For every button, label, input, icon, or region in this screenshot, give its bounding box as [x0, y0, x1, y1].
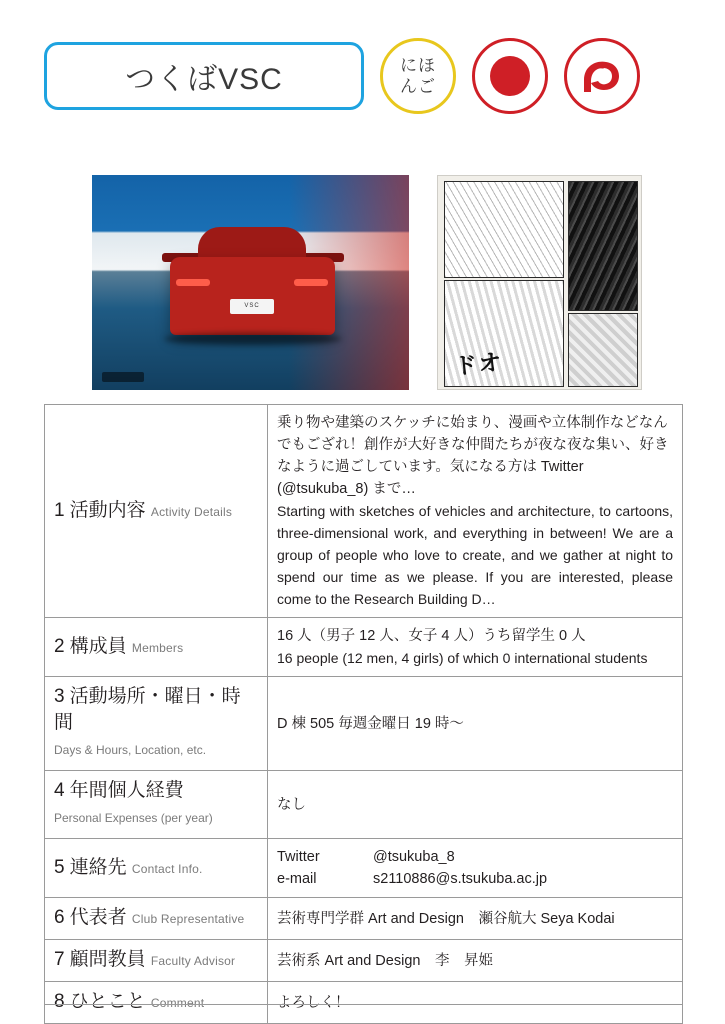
row-value-faculty-advisor [268, 940, 683, 982]
row-label-ja: 活動内容 [69, 499, 146, 521]
row-number: 2 [54, 635, 65, 657]
table-row [45, 982, 683, 1024]
row-number: 6 [54, 907, 65, 928]
row-label-club-representative [45, 898, 268, 940]
row-label-en: Faculty Advisor [150, 954, 236, 968]
car-license-plate: VSC [230, 299, 274, 314]
flag-circle [490, 56, 530, 96]
row-value-contact-info [268, 839, 683, 898]
row-label-en: Personal Expenses (per year) [54, 811, 213, 825]
value-ja: 芸術系 Art and Design 李 昇姫 [277, 952, 493, 969]
row-label-ja: 年間個人経費 [69, 780, 184, 801]
manga-hatch [445, 182, 563, 277]
table-row [45, 677, 683, 771]
footer-divider [44, 1004, 683, 1005]
row-value-days-hours-location [268, 677, 683, 771]
row-label-activity-details [45, 405, 268, 618]
car-shadow [164, 333, 342, 345]
car-body [170, 257, 335, 335]
row-label-days-hours-location [45, 677, 268, 771]
value-en: 16 people (12 men, 4 girls) of which 0 international students [277, 650, 648, 666]
table-row [45, 618, 683, 677]
row-value-comment [268, 982, 683, 1024]
row-label-en: Contact Info. [131, 861, 203, 876]
manga-panel-1 [444, 181, 564, 278]
badge-nihongo-line1: にほ [400, 56, 436, 75]
contact-key: e-mail [277, 871, 317, 887]
row-label-en: Club Representative [131, 912, 245, 926]
row-value-members [268, 618, 683, 677]
club-title-box [44, 42, 364, 110]
row-number: 8 [54, 991, 65, 1012]
row-label-ja: 連絡先 [69, 856, 127, 878]
row-label-personal-expenses [45, 771, 268, 839]
row-label-ja: 活動場所・曜日・時間 [54, 686, 241, 733]
badge-nihongo-line2: んご [400, 77, 436, 96]
table-row [45, 771, 683, 839]
value-ja: D 棟 505 毎週金曜日 19 時〜 [277, 715, 464, 732]
row-number: 1 [54, 499, 65, 521]
muscle-arm-icon [564, 38, 640, 114]
row-label-ja: 代表者 [69, 907, 127, 928]
value-ja: なし [277, 796, 306, 813]
row-number: 5 [54, 856, 65, 878]
contact-key: Twitter [277, 849, 320, 865]
row-value-activity-details [268, 405, 683, 618]
manga-panel-2 [568, 181, 638, 311]
manga-sound-effect: ドオ [452, 348, 505, 380]
contact-value[interactable]: s2110886@s.tsukuba.ac.jp [373, 871, 548, 887]
row-label-en: Days & Hours, Location, etc. [54, 743, 207, 757]
row-value-club-representative [268, 898, 683, 940]
club-info-table [44, 404, 683, 1024]
row-label-en: Comment [150, 996, 205, 1010]
car-taillight-left [176, 279, 210, 286]
japan-flag-icon [472, 38, 548, 114]
row-number: 3 [54, 686, 65, 707]
row-label-ja: 構成員 [69, 635, 127, 657]
row-number: 4 [54, 780, 65, 801]
row-label-contact-info [45, 839, 268, 898]
row-label-comment [45, 982, 268, 1024]
value-en: Starting with sketches of vehicles and architecture, to cartoons, three-dimensional work, and everything in between! We are a group of people who love to create, and we gather at night to spend our time as we please. If you are interested, please come to the Research Building D… [277, 503, 673, 607]
table-row [45, 839, 683, 898]
photo-manga-page [437, 175, 642, 390]
page-title: つくばVSC [125, 63, 283, 96]
club-info-table-wrap [44, 404, 683, 1024]
badge-nihongo [380, 38, 456, 114]
artist-signature [102, 372, 144, 382]
table-row [45, 940, 683, 982]
photo-car-illustration [92, 175, 409, 390]
row-number: 7 [54, 949, 65, 970]
row-value-personal-expenses [268, 771, 683, 839]
value-ja: よろしく！ [277, 994, 350, 1011]
row-label-ja: 顧問教員 [69, 949, 146, 970]
value-ja: 16 人（男子 12 人、女子 4 人）うち留学生 0 人 [277, 628, 586, 644]
table-row [45, 898, 683, 940]
value-ja: 芸術専門学群 Art and Design 瀬谷航大 Seya Kodai [277, 910, 615, 927]
row-label-members [45, 618, 268, 677]
row-label-en: Activity Details [150, 504, 233, 519]
manga-panel-4 [568, 313, 638, 387]
photo-row [92, 175, 642, 390]
contact-value[interactable]: @tsukuba_8 [373, 849, 455, 865]
value-ja: 乗り物や建築のスケッチに始まり、漫画や立体制作などなんでもござれ！創作が大好きな仲間たちが夜な夜な集い、好きなように過ごしています。気になる方は Twitter (@tsukuba_8) まで… [277, 415, 669, 497]
car-taillight-right [294, 279, 328, 286]
row-label-en: Members [131, 640, 184, 655]
row-label-ja: ひとこと [69, 991, 146, 1012]
contact-email [277, 868, 673, 890]
page-header [44, 38, 684, 120]
table-row [45, 405, 683, 618]
contact-twitter [277, 846, 673, 868]
row-label-faculty-advisor [45, 940, 268, 982]
